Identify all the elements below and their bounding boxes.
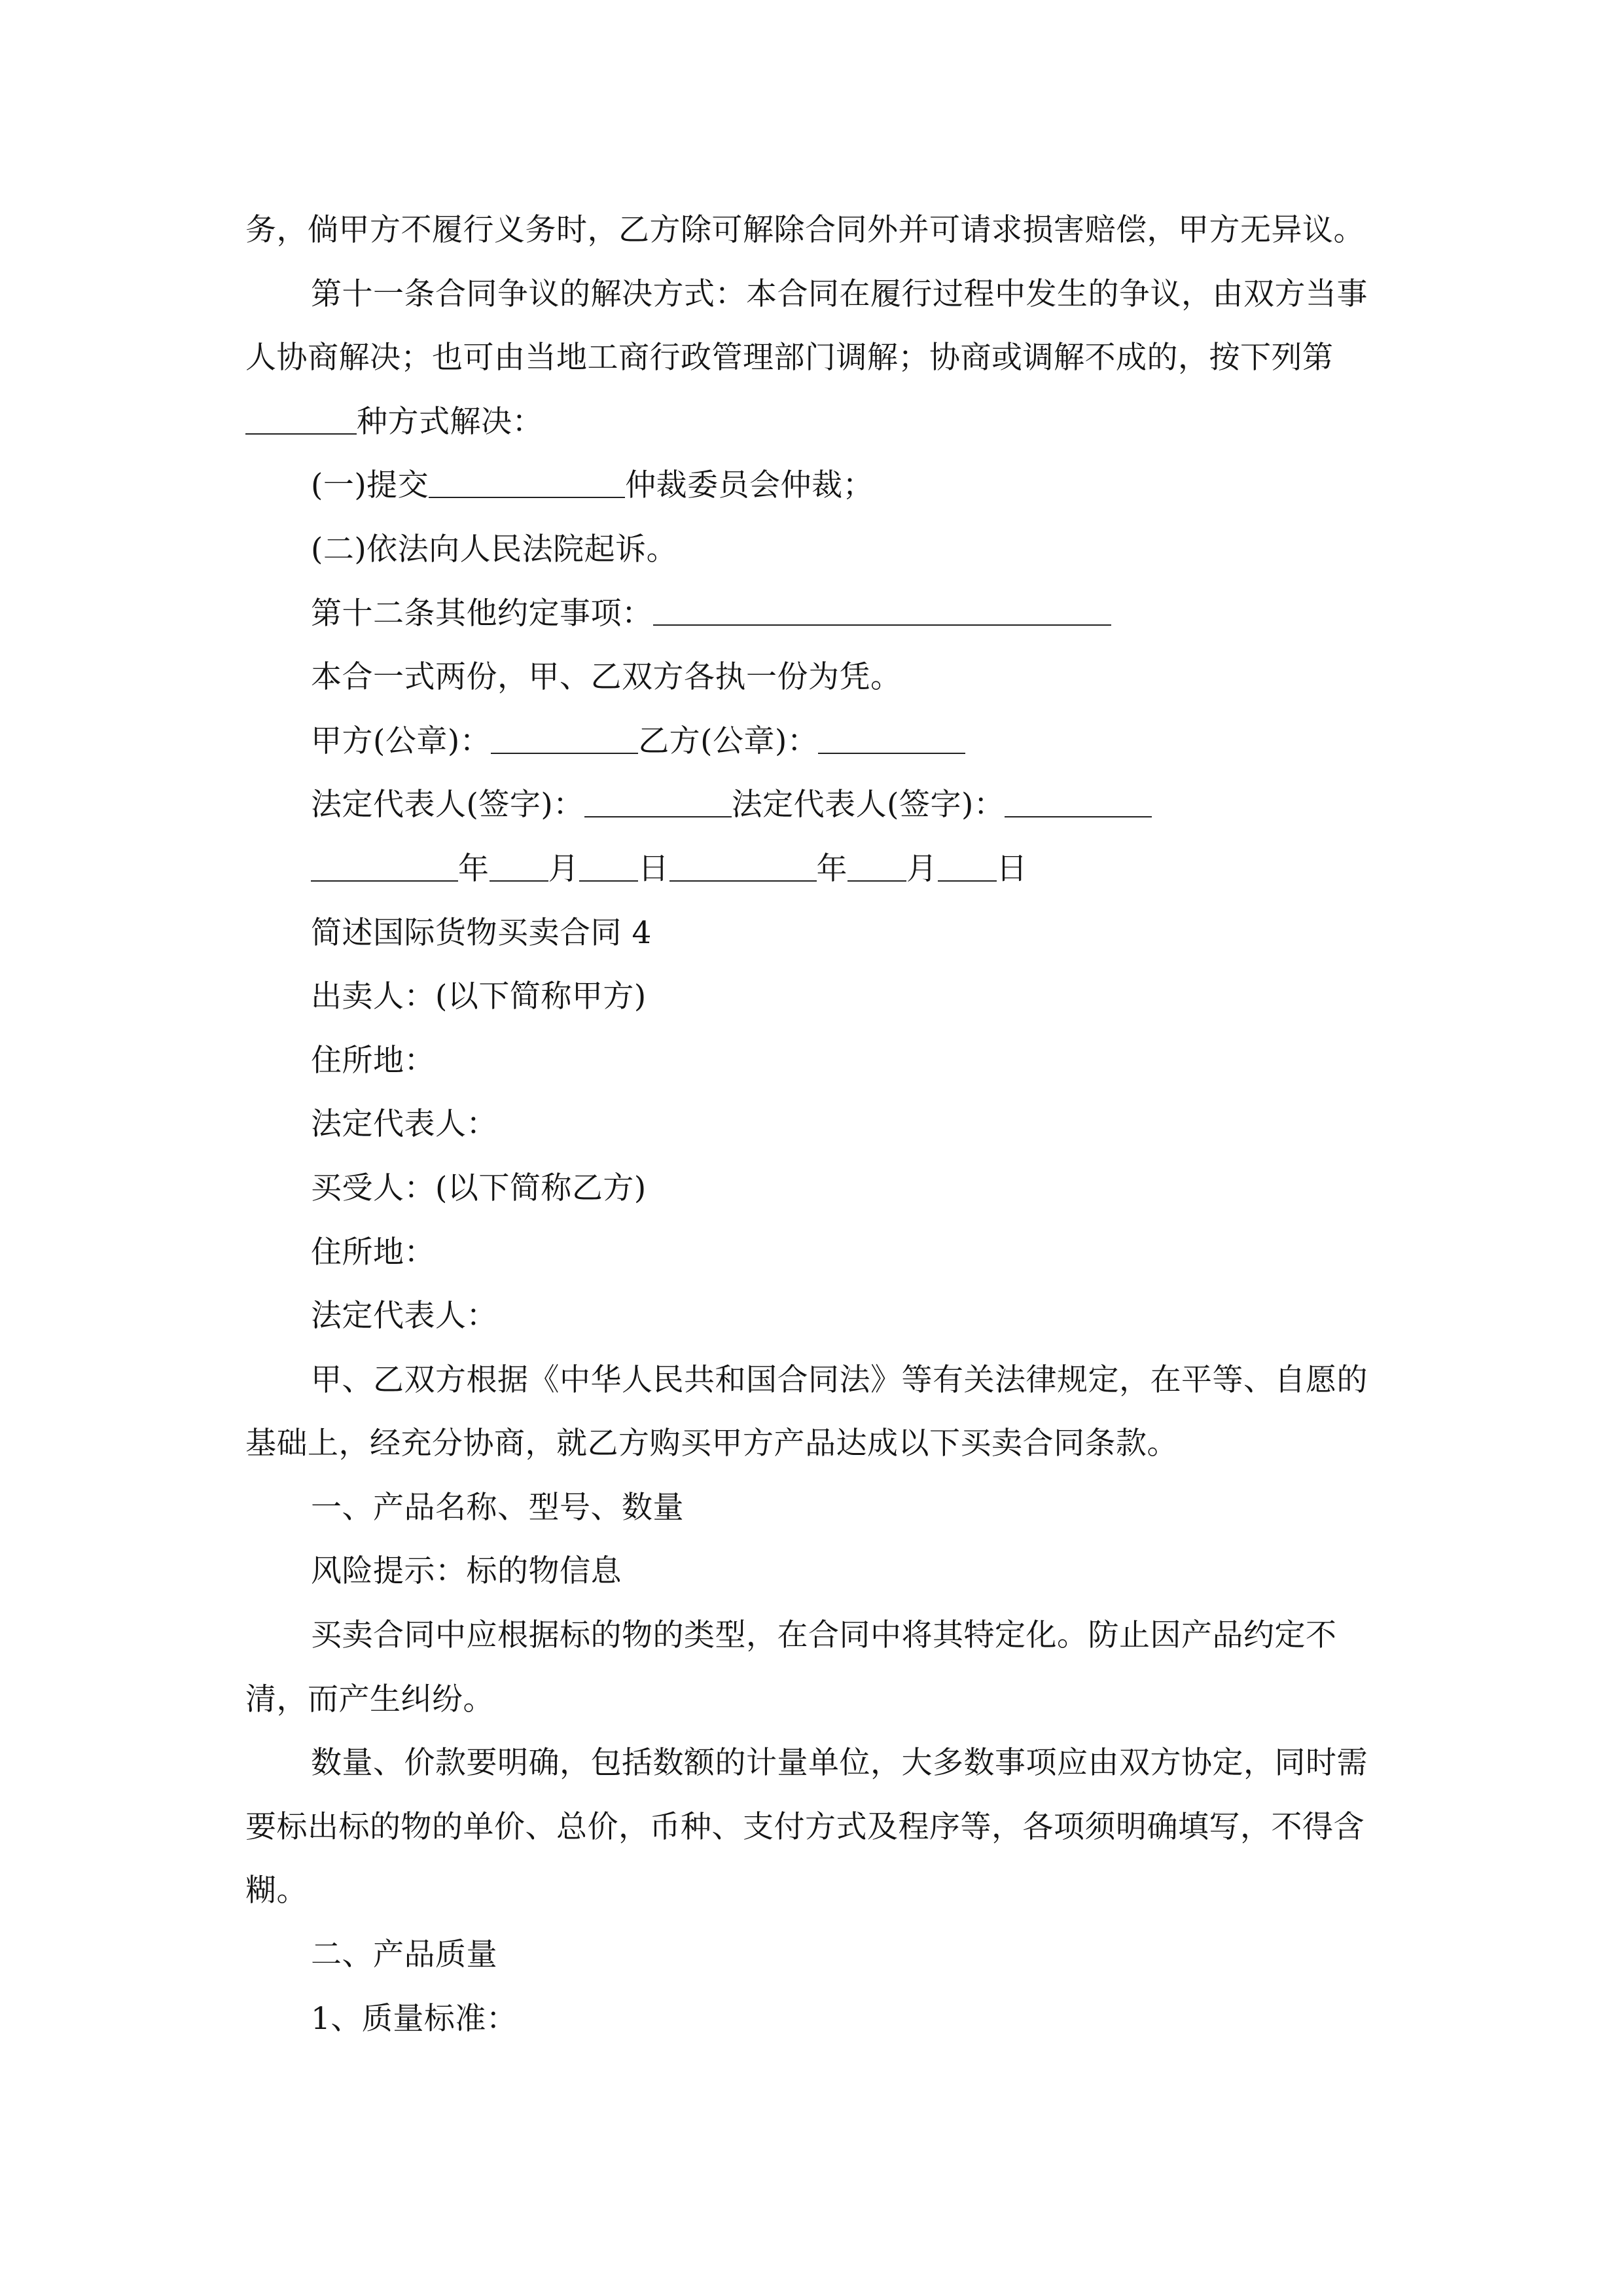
section-2-heading: 二、产品质量	[311, 1937, 497, 1973]
paragraph-arbitration: (一)提交 仲裁委员会仲裁；	[311, 467, 874, 504]
buyer-representative-line: 法定代表人：	[311, 1298, 497, 1335]
buyer-address-line: 住所地：	[311, 1234, 435, 1270]
paragraph-litigation: (二)依法向人民法院起诉。	[311, 531, 678, 567]
seller-representative-line: 法定代表人：	[311, 1106, 497, 1143]
paragraph-dispute-method: 种方式解决：	[245, 390, 1384, 454]
blank-field-day-a[interactable]	[579, 851, 638, 882]
paragraph-signatures: 法定代表人(签字)： 法定代表人(签字)：	[245, 773, 1384, 837]
paragraph-article-12: 第十二条其他约定事项：	[245, 582, 1384, 646]
paragraph-risk-2: 数量、价款要明确，包括数额的计量单位，大多数事项应由双方协定，同时需要标出标的物的单价、总价，币种、支付方式及程序等，各项须明确填写，不得含糊。	[245, 1745, 1368, 1909]
section-1-heading: 一、产品名称、型号、数量	[311, 1489, 684, 1526]
buyer-line: 买受人：(以下简称乙方)	[311, 1170, 647, 1206]
section-2-item-1: 1、质量标准：	[311, 2000, 518, 2037]
seller-address-line: 住所地：	[311, 1042, 435, 1079]
blank-field-year-a[interactable]	[311, 851, 458, 882]
blank-field-month-a[interactable]	[490, 851, 548, 882]
paragraph-copies: 本合一式两份，甲、乙双方各执一份为凭。	[311, 659, 902, 696]
paragraph-dates: 年 月 日 年 月 日	[245, 837, 1384, 901]
blank-field-party-a-signature[interactable]	[584, 787, 732, 817]
blank-field-month-b[interactable]	[847, 851, 906, 882]
blank-field-party-b-seal[interactable]	[818, 723, 965, 754]
paragraph-seals: 甲方(公章)： 乙方(公章)：	[245, 709, 1384, 774]
paragraph-article-11: 第十一条合同争议的解决方式：本合同在履行过程中发生的争议，由双方当事人协商解决；也可由当地工商行政管理部门调解；协商或调解不成的，按下列第	[245, 276, 1368, 376]
contract-title-4: 简述国际货物买卖合同 4	[311, 914, 652, 951]
seller-line: 出卖人：(以下简称甲方)	[311, 978, 647, 1015]
paragraph-risk-1: 买卖合同中应根据标的物的类型，在合同中将其特定化。防止因产品约定不清，而产生纠纷。	[245, 1617, 1337, 1717]
blank-field-year-b[interactable]	[669, 851, 817, 882]
paragraph-breach-clause: 务，倘甲方不履行义务时，乙方除可解除合同外并可请求损害赔偿，甲方无异议。	[245, 212, 1364, 248]
blank-field-other-matters[interactable]	[653, 596, 1111, 626]
blank-field-method[interactable]	[245, 404, 357, 435]
blank-field-day-b[interactable]	[938, 851, 997, 882]
document-body	[245, 198, 1384, 2051]
blank-field-party-a-seal[interactable]	[491, 723, 638, 754]
paragraph-preamble: 甲、乙双方根据《中华人民共和国合同法》等有关法律规定，在平等、自愿的基础上，经充分协商，就乙方购买甲方产品达成以下买卖合同条款。	[245, 1361, 1368, 1462]
risk-notice-heading: 风险提示：标的物信息	[311, 1553, 622, 1590]
blank-field-party-b-signature[interactable]	[1005, 787, 1152, 817]
blank-field-arbitration-committee[interactable]	[429, 467, 625, 498]
